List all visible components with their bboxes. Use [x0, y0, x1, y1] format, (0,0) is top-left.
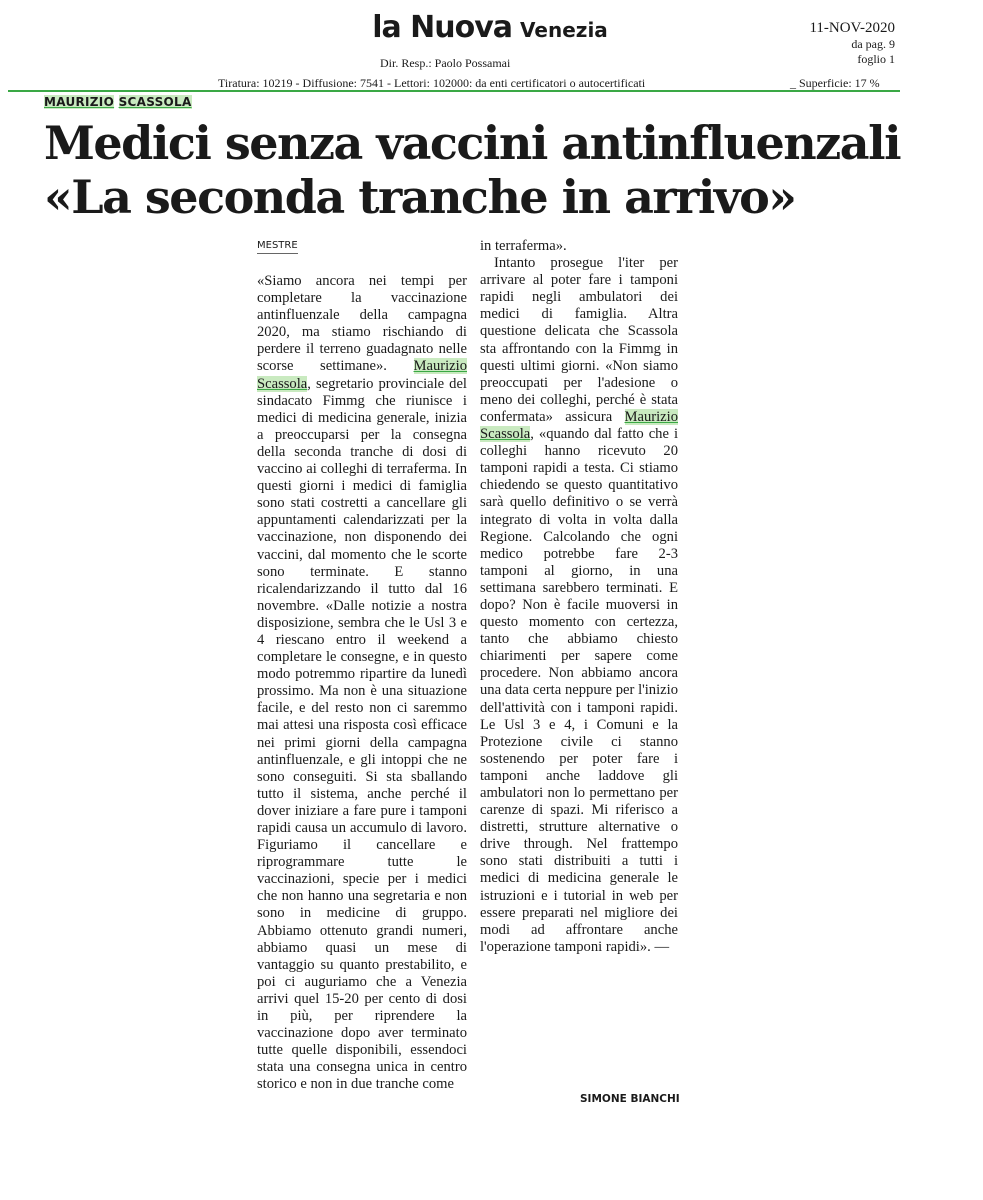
- kicker: MESTRE: [257, 240, 298, 254]
- director-line: Dir. Resp.: Paolo Possamai: [380, 56, 511, 70]
- circulation-line: Tiratura: 10219 - Diffusione: 7541 - Lettori: 102000: da enti certificatori o autocertificati: [218, 76, 646, 90]
- name-first-highlight: Maurizio: [413, 358, 467, 375]
- tag-first-name: MAURIZIO: [44, 95, 115, 109]
- paragraph-1: [257, 273, 467, 1094]
- clipping-surface: _ Superficie: 17 %: [790, 76, 880, 90]
- header-rule: [8, 90, 900, 92]
- newspaper-name: la Nuova: [372, 10, 513, 45]
- headline: [44, 116, 924, 224]
- paragraph-2: [480, 255, 678, 956]
- masthead: [340, 10, 640, 45]
- headline-line-2: «La seconda tranche in arrivo»: [44, 170, 796, 224]
- article-tag: [44, 95, 192, 109]
- headline-line-1: Medici senza vaccini antinfluenzali: [44, 116, 901, 170]
- article-column-2: [480, 238, 678, 956]
- name-first-highlight-2: Maurizio: [624, 408, 678, 425]
- clipping-meta: [809, 20, 895, 67]
- tag-last-name: SCASSOLA: [118, 95, 192, 109]
- clipping-page: da pag. 9: [851, 37, 895, 51]
- paragraph-1-body: , segretario provinciale del sindacato Fimmg che riunisce i medici di medicina generale, inizia a preoccuparsi per la consegna della seconda tranche di dosi di vaccino ai colleghi di terraferma. In questi giorni i medici di famiglia sono stati costretti a cancellare gli appuntamenti calendarizzati per la vaccinazione, non disponendo dei vaccini, dal momento che le scorte sono terminate. E stanno ricalendarizzando il tutto dal 16 novembre. «Dalle notizie a nostra disposizione, sembra che le Usl 3 e 4 riescano entro il weekend a completare le consegne, e in questo modo potremmo ripartire da lunedì prossimo. Ma non è una situazione facile, e del resto non ci saremmo mai attesi una risposta così efficace nei primi giorni della campagna antinfluenzale, e gli intoppi che ne sono conseguiti. Si sta sballando tutto il sistema, anche perché il dover iniziare a fare pure i tamponi rapidi causa un accumulo di lavoro. Figuriamo il cancellare e riprogrammare tutte le vaccinazioni, specie per i medici che non hanno una segretaria e non sono in medicine di gruppo. Abbiamo ottenuto grandi numeri, abbiamo quasi un mese di vantaggio su quanto prestabilito, e poi ci auguriamo che a Venezia arrivi quel 15-20 per cento di dosi in più, per riprendere la vaccinazione dopo aver terminato tutte quelle disponibili, essendoci stata una consegna unica in centro storico e non in due tranche come: [257, 375, 467, 1093]
- name-last-highlight: Scassola: [257, 375, 308, 392]
- clipping-date: 11-NOV-2020: [809, 20, 895, 36]
- paragraph-1-continued: in terraferma».: [480, 238, 567, 254]
- name-last-highlight-2: Scassola: [480, 426, 531, 443]
- newspaper-city: Venezia: [520, 18, 608, 42]
- article-column-1: [257, 273, 467, 1094]
- byline: SIMONE BIANCHI: [580, 1093, 680, 1105]
- paragraph-1-lead: «Siamo ancora nei tempi per completare la vaccinazione antinfluenzale della campagna 2020, ma stiamo rischiando di perdere il terreno guadagnato nelle scorse settimane».: [257, 273, 467, 375]
- clipping-sheet: foglio 1: [857, 52, 895, 66]
- paragraph-2-lead: Intanto prosegue l'iter per arrivare al poter fare i tamponi rapidi negli ambulatori dei medici di famiglia. Altra questione delicata che Scassola sta affrontando con la Fimmg in questi ultimi giorni. «Non siamo preoccupati per l'adesione o meno dei colleghi, perché è stata confermata» assicura: [480, 255, 678, 425]
- paragraph-2-body: , «quando dal fatto che i colleghi hanno ricevuto 20 tamponi rapidi a testa. Ci stiamo chiedendo se questo quantitativo sarà quello definitivo o se verrà integrato di volta in volta dalla Regione. Calcolando che ogni medico potrebbe fare 2-3 tamponi al giorno, in una settimana sarebbero terminati. E dopo? Non è facile muoversi in questo momento con certezza, tanto che abbiamo chiesto chiarimenti per sapere come procedere. Non abbiamo ancora una data certa neppure per l'inizio dell'attività con i tamponi rapidi. Le Usl 3 e 4, i Comuni e la Protezione civile ci stanno sostenendo per poter fare i tamponi anche laddove gli ambulatori non lo permettano per carenze di spazi. Mi riferisco a distretti, strutture alternative o drive through. Nel frattempo sono stati distribuiti a tutti i medici di medicina generale le istruzioni e i tutorial in web per essere preparati nel migliore dei modi ad affrontare anche l'operazione tamponi rapidi». —: [480, 426, 678, 955]
